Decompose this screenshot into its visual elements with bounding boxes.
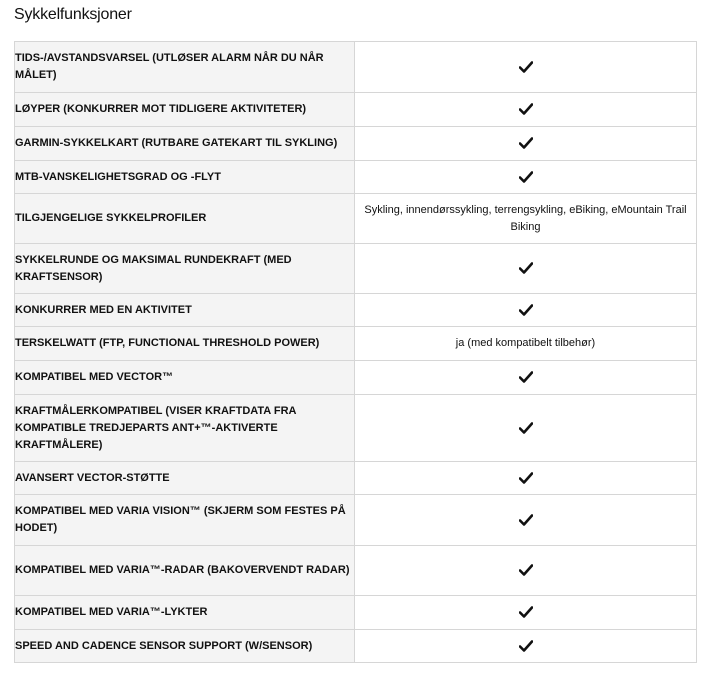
row-value [355, 244, 697, 294]
spec-table [14, 41, 697, 663]
check-icon [519, 472, 533, 484]
row-label: MTB-VANSKELIGHETSGRAD OG -FLYT [15, 161, 355, 194]
row-value [355, 327, 697, 361]
table-row [15, 42, 697, 93]
check-icon [519, 103, 533, 115]
row-value [355, 93, 697, 127]
table-row [15, 194, 697, 244]
row-label: SYKKELRUNDE OG MAKSIMAL RUNDEKRAFT (MED KRAFTSENSOR) [15, 244, 355, 294]
table-row [15, 546, 697, 596]
table-row [15, 127, 697, 161]
table-row [15, 327, 697, 361]
row-label: TERSKELWATT (FTP, FUNCTIONAL THRESHOLD POWER) [15, 327, 355, 361]
row-label: SPEED AND CADENCE SENSOR SUPPORT (W/SENSOR) [15, 630, 355, 663]
row-label: TIDS-/AVSTANDSVARSEL (UTLØSER ALARM NÅR DU NÅR MÅLET) [15, 42, 355, 93]
row-label: TILGJENGELIGE SYKKELPROFILER [15, 194, 355, 244]
row-value [355, 596, 697, 630]
table-row [15, 462, 697, 495]
row-value [355, 462, 697, 495]
check-icon [519, 514, 533, 526]
row-value [355, 127, 697, 161]
spec-table-wrapper [14, 41, 696, 663]
table-row [15, 93, 697, 127]
row-value [355, 495, 697, 546]
table-row [15, 630, 697, 663]
row-label: KOMPATIBEL MED VARIA™-LYKTER [15, 596, 355, 630]
row-value [355, 161, 697, 194]
row-value [355, 630, 697, 663]
check-icon [519, 640, 533, 652]
row-value-text: ja (med kompatibelt tilbehør) [455, 337, 596, 349]
table-row [15, 395, 697, 462]
check-icon [519, 262, 533, 274]
section-title: Sykkelfunksjoner [14, 6, 132, 23]
table-row [15, 244, 697, 294]
table-row [15, 161, 697, 194]
table-row [15, 361, 697, 395]
check-icon [519, 606, 533, 618]
check-icon [519, 171, 533, 183]
table-row [15, 495, 697, 546]
check-icon [519, 564, 533, 576]
row-label: AVANSERT VECTOR-STØTTE [15, 462, 355, 495]
row-label: GARMIN-SYKKELKART (RUTBARE GATEKART TIL SYKLING) [15, 127, 355, 161]
check-icon [519, 371, 533, 383]
row-label: KOMPATIBEL MED VECTOR™ [15, 361, 355, 395]
table-row [15, 596, 697, 630]
row-label: KRAFTMÅLERKOMPATIBEL (VISER KRAFTDATA FRA KOMPATIBLE TREDJEPARTS ANT+™-AKTIVERTE KRAFTMÅLERE) [15, 395, 355, 462]
row-value [355, 546, 697, 596]
table-row [15, 294, 697, 327]
row-value [355, 294, 697, 327]
row-value [355, 194, 697, 244]
row-value [355, 361, 697, 395]
row-label: KONKURRER MED EN AKTIVITET [15, 294, 355, 327]
row-label: LØYPER (KONKURRER MOT TIDLIGERE AKTIVITETER) [15, 93, 355, 127]
row-value-text: Sykling, innendørssykling, terrengsykling, eBiking, eMountain Trail Biking [364, 203, 687, 233]
check-icon [519, 137, 533, 149]
row-value [355, 42, 697, 93]
check-icon [519, 422, 533, 434]
check-icon [519, 61, 533, 73]
row-label: KOMPATIBEL MED VARIA™-RADAR (BAKOVERVENDT RADAR) [15, 546, 355, 596]
check-icon [519, 304, 533, 316]
row-value [355, 395, 697, 462]
row-label: KOMPATIBEL MED VARIA VISION™ (SKJERM SOM FESTES PÅ HODET) [15, 495, 355, 546]
